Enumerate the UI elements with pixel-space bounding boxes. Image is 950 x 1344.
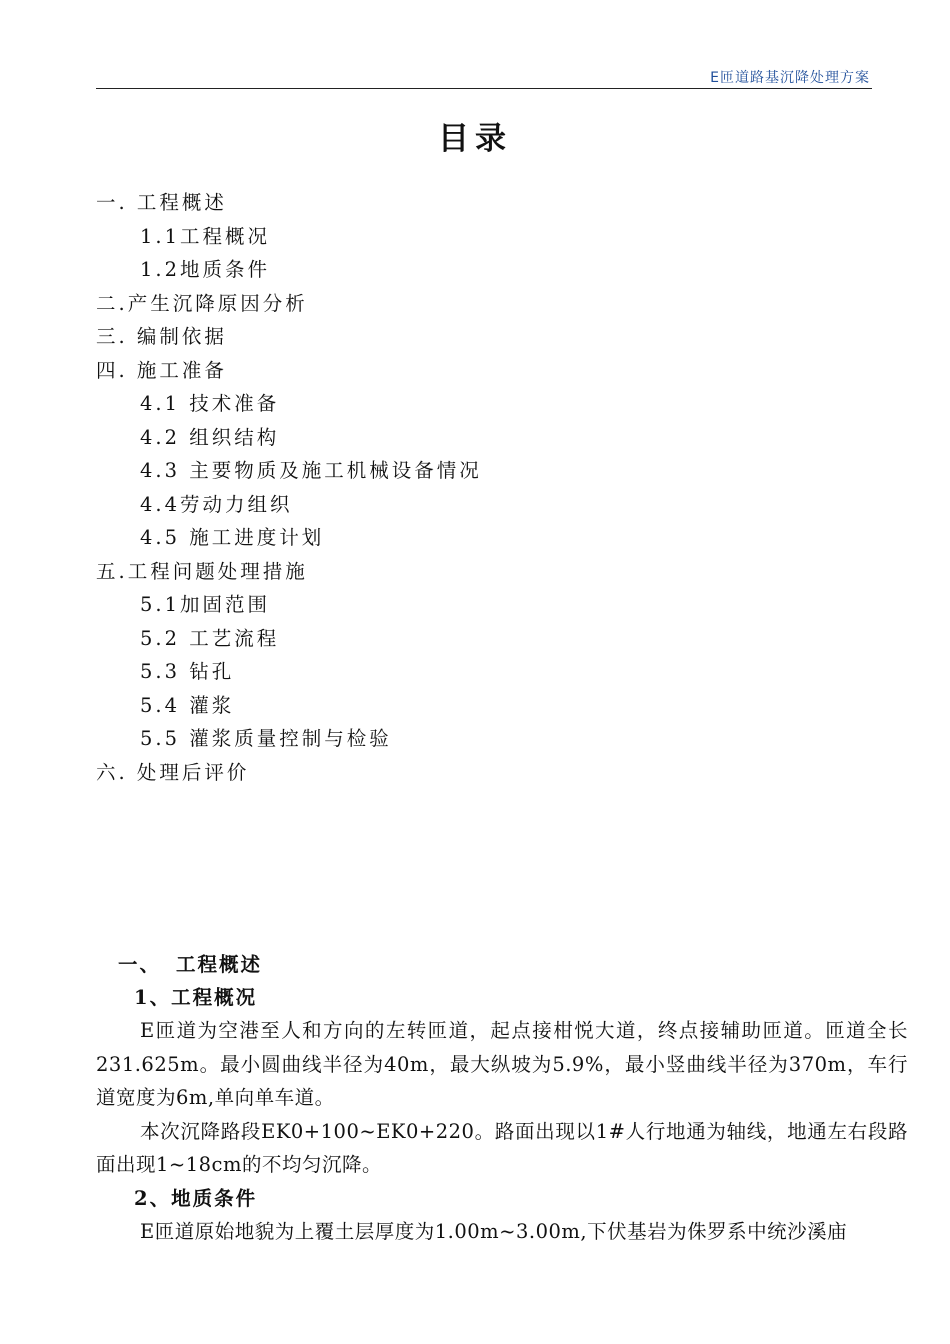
toc-entry[interactable]: 5.1加固范围 — [140, 593, 271, 616]
toc-entry[interactable]: 4.3 主要物质及施工机械设备情况 — [140, 459, 482, 482]
toc-entry[interactable]: 5.2 工艺流程 — [140, 626, 280, 650]
section-number: 一、 — [118, 953, 162, 976]
toc-entry[interactable]: 4.1 技术准备 — [140, 392, 280, 415]
toc-entry[interactable]: 4.4劳动力组织 — [140, 492, 293, 516]
toc-entry[interactable]: 1.1工程概况 — [140, 224, 271, 248]
toc-entry[interactable]: 4.5 施工进度计划 — [140, 526, 325, 549]
header-title: E匝道路基沉降处理方案 — [710, 70, 870, 86]
toc-entry[interactable]: 1.2地质条件 — [140, 258, 271, 281]
toc-entry[interactable]: 五.工程问题处理措施 — [96, 559, 308, 583]
toc-entry[interactable]: 三. 编制依据 — [96, 325, 227, 348]
toc-entry[interactable]: 一. 工程概述 — [96, 191, 227, 214]
toc-entry[interactable]: 四. 施工准备 — [96, 358, 227, 382]
subsection-heading-overview: 1、工程概况 — [134, 986, 258, 1009]
paragraph-settlement: 本次沉降路段EK0+100~EK0+220。路面出现以1#人行地通为轴线，地通左右段路面出现1~18cm的不均匀沉降。 — [96, 1119, 908, 1176]
table-of-contents — [96, 186, 856, 789]
paragraph-geology: E匝道原始地貌为上覆土层厚度为1.00m~3.00m,下伏基岩为侏罗系中统沙溪庙 — [140, 1219, 848, 1243]
page-header — [96, 66, 872, 89]
toc-entry[interactable]: 二.产生沉降原因分析 — [96, 291, 308, 315]
toc-entry[interactable]: 5.5 灌浆质量控制与检验 — [140, 727, 392, 750]
toc-title: 目录 — [438, 121, 512, 157]
section-title: 工程概述 — [176, 953, 263, 976]
subsection-heading-geology: 2、地质条件 — [134, 1186, 258, 1210]
toc-entry[interactable]: 5.3 钻孔 — [140, 660, 235, 683]
toc-entry[interactable]: 4.2 组织结构 — [140, 425, 280, 449]
document-body — [96, 948, 908, 1248]
paragraph-overview: E匝道为空港至人和方向的左转匝道，起点接柑悦大道，终点接辅助匝道。匝道全长231.625m。最小圆曲线半径为40m，最大纵坡为5.9%，最小竖曲线半径为370m，车行道宽度为6m,单向单车道。 — [96, 1019, 908, 1109]
section-heading — [96, 948, 908, 981]
toc-entry[interactable]: 六. 处理后评价 — [96, 760, 250, 784]
toc-entry[interactable]: 5.4 灌浆 — [140, 693, 235, 717]
